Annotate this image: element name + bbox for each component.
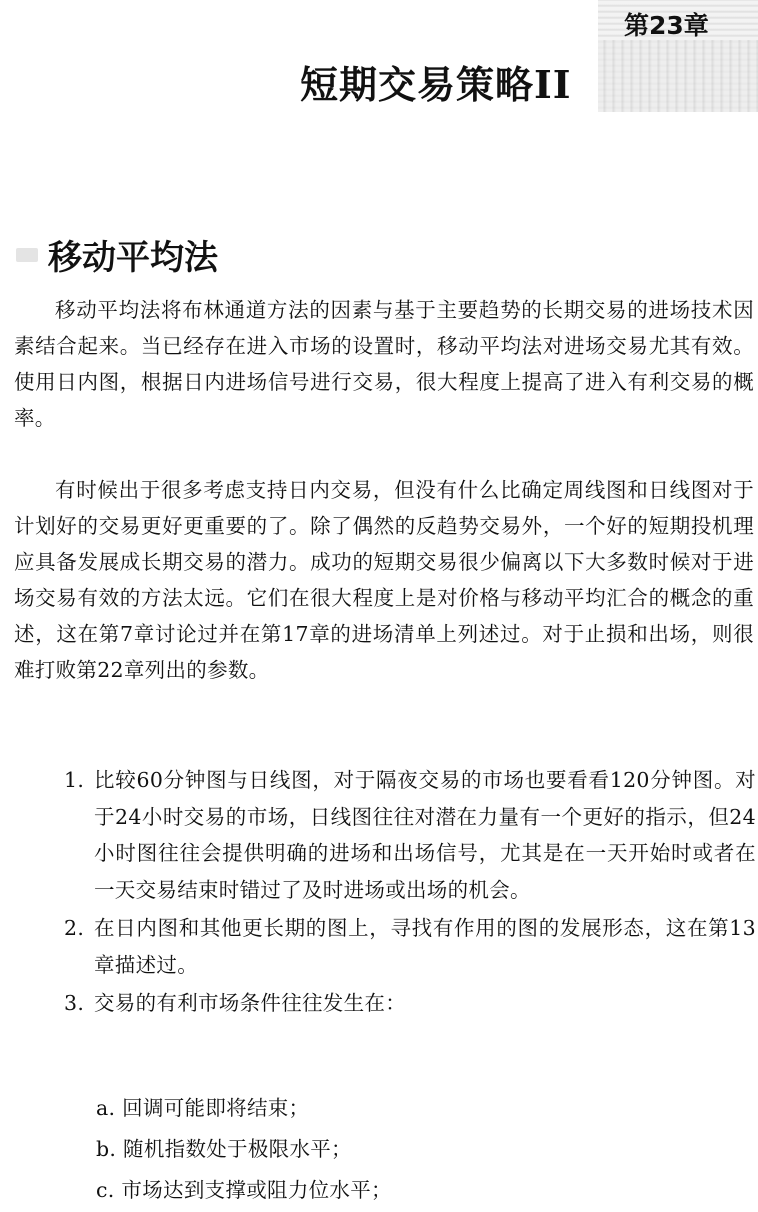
list-number: 1. [64,768,85,792]
sub-list-item-b: b. 随机指数处于极限水平； [96,1137,352,1161]
sub-list [96,1088,392,1211]
list-number: 2. [64,916,85,940]
section-heading: 移动平均法 [48,238,218,278]
list-item-2 [64,910,756,983]
list-item-1 [64,762,756,908]
chapter-title: 短期交易策略II [300,62,572,107]
list-number: 3. [64,991,85,1015]
list-text: 比较60分钟图与日线图，对于隔夜交易的市场也要看看120分钟图。对于24小时交易的市场，日线图往往对潜在力量有一个更好的指示，但24小时图往往会提供明确的进场和出场信号，尤其是在一天开始时或者在一天交易结束时错过了及时进场或出场的机会。 [94,768,756,902]
list-item-3 [64,985,756,1022]
numbered-list [64,762,756,1022]
section-marker-icon [16,248,38,262]
sub-list-item-c: c. 市场达到支撑或阻力位水平； [96,1178,392,1202]
chapter-label: 第23章 [624,11,709,40]
list-text: 在日内图和其他更长期的图上，寻找有作用的图的发展形态，这在第13章描述过。 [94,916,756,977]
sub-list-item-a: a. 回调可能即将结束； [96,1096,310,1120]
paragraph-1: 移动平均法将布林通道方法的因素与基于主要趋势的长期交易的进场技术因素结合起来。当已经存在进入市场的设置时，移动平均法对进场交易尤其有效。使用日内图，根据日内进场信号进行交易，很大程度上提高了进入有利交易的概率。 [14,298,754,430]
paragraph-2: 有时候出于很多考虑支持日内交易，但没有什么比确定周线图和日线图对于计划好的交易更好更重要的了。除了偶然的反趋势交易外，一个好的短期投机理应具备发展成长期交易的潜力。成功的短期交易很少偏离以下大多数时候对于进场交易有效的方法太远。它们在很大程度上是对价格与移动平均汇合的概念的重述，这在第7章讨论过并在第17章的进场清单上列述过。对于止损和出场，则很难打败第22章列出的参数。 [14,478,754,682]
list-text: 交易的有利市场条件往往发生在： [94,991,406,1015]
chapter-tab-texture [598,40,758,112]
